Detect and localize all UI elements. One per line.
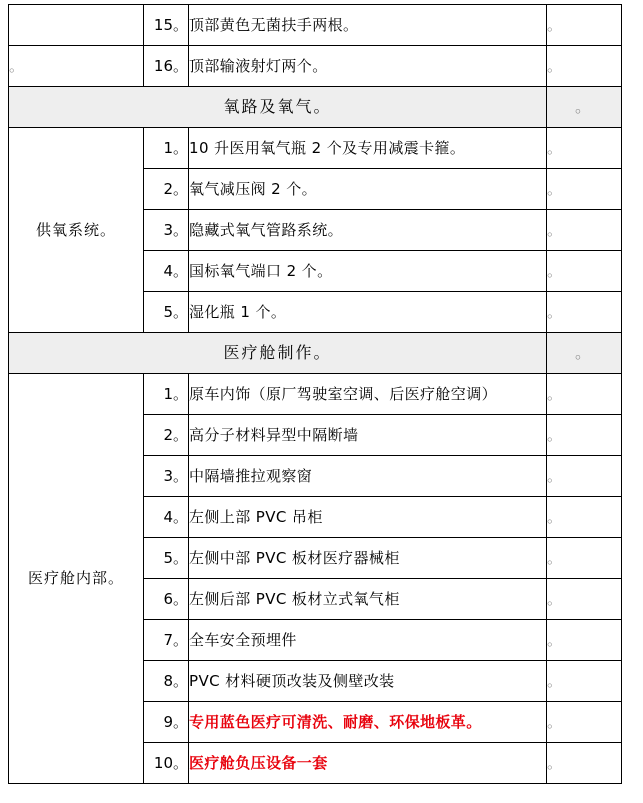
- section-note: 。: [547, 333, 622, 374]
- row-description: 原车内饰（原厂驾驶室空调、后医疗舱空调）: [189, 374, 547, 415]
- section-header-oxygen: [9, 87, 622, 128]
- row-note: 。: [547, 251, 622, 292]
- row-note: 。: [547, 702, 622, 743]
- row-description: 中隔墙推拉观察窗: [189, 456, 547, 497]
- row-number: 4。: [144, 251, 189, 292]
- row-description: 顶部黄色无菌扶手两根。: [189, 5, 547, 46]
- row-number: 5。: [144, 292, 189, 333]
- row-number: 10。: [144, 743, 189, 784]
- row-number: 15。: [144, 5, 189, 46]
- row-description: 国标氧气端口 2 个。: [189, 251, 547, 292]
- row-number: 8。: [144, 661, 189, 702]
- row-note: 。: [547, 620, 622, 661]
- row-description: 左侧上部 PVC 吊柜: [189, 497, 547, 538]
- row-note: 。: [547, 579, 622, 620]
- row-number: 2。: [144, 415, 189, 456]
- category-oxygen-system: 供氧系统。: [9, 128, 144, 333]
- row-number: 6。: [144, 579, 189, 620]
- table-row: [9, 46, 622, 87]
- row-description: 高分子材料异型中隔断墙: [189, 415, 547, 456]
- category-cabin-interior: 医疗舱内部。: [9, 374, 144, 784]
- row-description: 10 升医用氧气瓶 2 个及专用减震卡箍。: [189, 128, 547, 169]
- row-number: 9。: [144, 702, 189, 743]
- specification-table: [8, 4, 622, 784]
- row-number: 16。: [144, 46, 189, 87]
- section-header-cabin: [9, 333, 622, 374]
- section-title: 氧路及氧气。: [9, 87, 547, 128]
- row-description: 氧气减压阀 2 个。: [189, 169, 547, 210]
- row-description-highlighted: 医疗舱负压设备一套: [189, 743, 547, 784]
- row-note: 。: [547, 46, 622, 87]
- row-description: 隐藏式氧气管路系统。: [189, 210, 547, 251]
- row-number: 3。: [144, 456, 189, 497]
- row-description: 顶部输液射灯两个。: [189, 46, 547, 87]
- row-note: 。: [547, 374, 622, 415]
- row-description: PVC 材料硬顶改装及侧壁改装: [189, 661, 547, 702]
- row-note: 。: [547, 743, 622, 784]
- section-note: 。: [547, 87, 622, 128]
- row-number: 3。: [144, 210, 189, 251]
- row-number: 2。: [144, 169, 189, 210]
- table-row: [9, 374, 622, 415]
- table-row: [9, 5, 622, 46]
- row-number: 7。: [144, 620, 189, 661]
- row-note: 。: [547, 292, 622, 333]
- row-number: 1。: [144, 128, 189, 169]
- row-note: 。: [547, 128, 622, 169]
- row-number: 4。: [144, 497, 189, 538]
- row-description-highlighted: 专用蓝色医疗可清洗、耐磨、环保地板革。: [189, 702, 547, 743]
- row-number: 1。: [144, 374, 189, 415]
- row-category-blank: 。: [9, 46, 144, 87]
- row-note: 。: [547, 661, 622, 702]
- row-number: 5。: [144, 538, 189, 579]
- row-note: 。: [547, 497, 622, 538]
- row-note: 。: [547, 456, 622, 497]
- row-description: 全车安全预埋件: [189, 620, 547, 661]
- row-category-blank: [9, 5, 144, 46]
- section-title: 医疗舱制作。: [9, 333, 547, 374]
- row-note: 。: [547, 538, 622, 579]
- table-row: [9, 128, 622, 169]
- document-page: [0, 4, 643, 803]
- row-description: 左侧中部 PVC 板材医疗器械柜: [189, 538, 547, 579]
- row-description: 湿化瓶 1 个。: [189, 292, 547, 333]
- row-note: 。: [547, 210, 622, 251]
- row-note: 。: [547, 415, 622, 456]
- row-description: 左侧后部 PVC 板材立式氧气柜: [189, 579, 547, 620]
- row-note: 。: [547, 169, 622, 210]
- row-note: 。: [547, 5, 622, 46]
